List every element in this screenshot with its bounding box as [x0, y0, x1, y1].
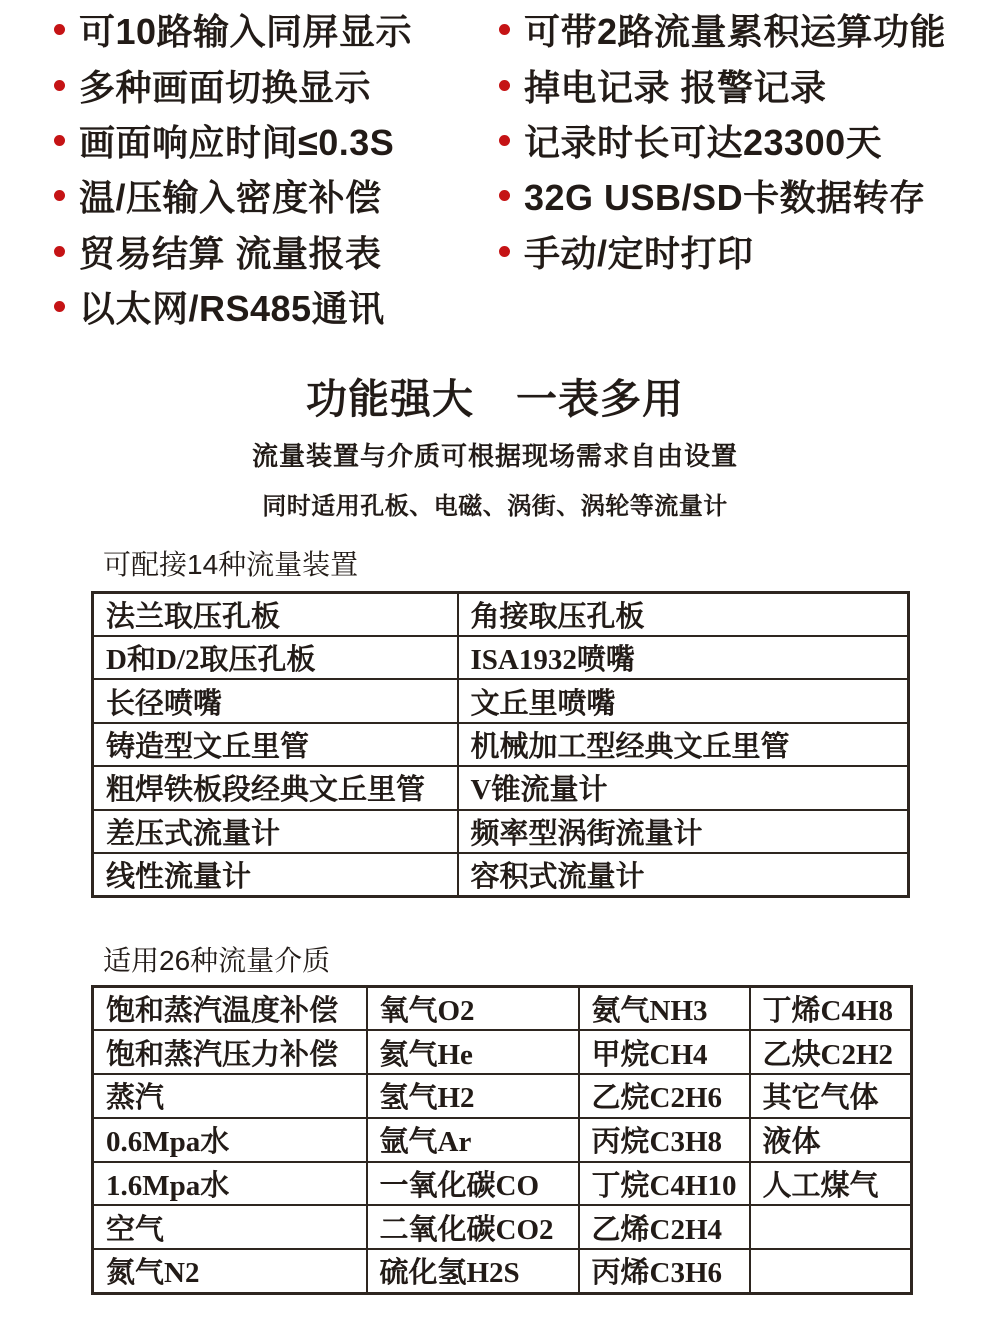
- list-item: [487, 2, 946, 57]
- intro-subtitle-1: 流量装置与介质可根据现场需求自由设置: [251, 441, 738, 471]
- media-cell: 饱和蒸汽温度补偿: [93, 987, 367, 1031]
- bullet-dot-icon: [54, 24, 65, 35]
- feature-text: 记录时长可达23300天: [524, 121, 883, 163]
- table-row: [93, 1249, 912, 1293]
- media-cell: [750, 1249, 912, 1293]
- table-row: [93, 636, 909, 679]
- bullet-dot-icon: [499, 135, 510, 146]
- bullet-dot-icon: [499, 190, 510, 201]
- devices-table: [91, 591, 910, 898]
- bullet-dot-icon: [54, 190, 65, 201]
- table-row: [93, 1030, 912, 1074]
- device-cell: 法兰取压孔板: [93, 593, 458, 637]
- device-cell: 长径喷嘴: [93, 679, 458, 722]
- device-cell: 文丘里喷嘴: [458, 679, 909, 722]
- media-cell: 丁烷C4H10: [579, 1162, 750, 1206]
- media-cell: 1.6Mpa水: [93, 1162, 367, 1206]
- media-cell: 人工煤气: [750, 1162, 912, 1206]
- bullet-dot-icon: [499, 24, 510, 35]
- list-item: [42, 2, 412, 57]
- media-cell: 乙烯C2H4: [579, 1205, 750, 1249]
- device-cell: 差压式流量计: [93, 810, 458, 853]
- device-cell: 频率型涡街流量计: [458, 810, 909, 853]
- list-item: [487, 113, 946, 168]
- table-row: [93, 1118, 912, 1162]
- media-cell: 饱和蒸汽压力补偿: [93, 1030, 367, 1074]
- media-cell: 氩气Ar: [367, 1118, 579, 1162]
- device-cell: 机械加工型经典文丘里管: [458, 723, 909, 766]
- table-row: [93, 810, 909, 853]
- media-cell: 氦气He: [367, 1030, 579, 1074]
- feature-text: 多种画面切换显示: [79, 66, 372, 108]
- devices-table-title: 可配接14种流量装置: [103, 549, 359, 580]
- list-item: [487, 168, 946, 223]
- feature-text: 手动/定时打印: [524, 232, 754, 274]
- feature-text: 可10路输入同屏显示: [79, 11, 413, 53]
- device-cell: 铸造型文丘里管: [93, 723, 458, 766]
- bullet-dot-icon: [499, 80, 510, 91]
- device-cell: ISA1932喷嘴: [458, 636, 909, 679]
- table-row: [93, 679, 909, 722]
- media-cell: 硫化氢H2S: [367, 1249, 579, 1293]
- table-row: [93, 1205, 912, 1249]
- intro-section: [0, 366, 990, 521]
- media-cell: 空气: [93, 1205, 367, 1249]
- list-item: [42, 113, 412, 168]
- media-cell: 丙烷C3H8: [579, 1118, 750, 1162]
- list-item: [42, 224, 412, 279]
- bullet-dot-icon: [54, 301, 65, 312]
- feature-text: 温/压输入密度补偿: [79, 177, 382, 219]
- feature-list-right: [487, 2, 946, 279]
- device-cell: 粗焊铁板段经典文丘里管: [93, 766, 458, 809]
- list-item: [42, 57, 412, 112]
- list-item: [487, 224, 946, 279]
- device-cell: V锥流量计: [458, 766, 909, 809]
- bullet-dot-icon: [54, 135, 65, 146]
- media-cell: 甲烷CH4: [579, 1030, 750, 1074]
- media-cell: 0.6Mpa水: [93, 1118, 367, 1162]
- media-cell: 氢气H2: [367, 1074, 579, 1118]
- feature-text: 贸易结算 流量报表: [79, 232, 382, 274]
- media-table: [91, 985, 913, 1295]
- media-table-title: 适用26种流量介质: [103, 945, 331, 976]
- media-cell: 丙烯C3H6: [579, 1249, 750, 1293]
- bullet-dot-icon: [54, 246, 65, 257]
- media-cell: 氮气N2: [93, 1249, 367, 1293]
- list-item: [487, 57, 946, 112]
- media-cell: 二氧化碳CO2: [367, 1205, 579, 1249]
- table-row: [93, 766, 909, 809]
- feature-text: 掉电记录 报警记录: [524, 66, 827, 108]
- feature-text: 可带2路流量累积运算功能: [524, 11, 947, 53]
- media-cell: 氧气O2: [367, 987, 579, 1031]
- media-cell: 其它气体: [750, 1074, 912, 1118]
- table-row: [93, 1074, 912, 1118]
- page-title: 功能强大 一表多用: [306, 376, 684, 422]
- table-row: [93, 593, 909, 637]
- feature-text: 画面响应时间≤0.3S: [79, 121, 395, 163]
- media-cell: 丁烯C4H8: [750, 987, 912, 1031]
- table-row: [93, 987, 912, 1031]
- media-cell: [750, 1205, 912, 1249]
- media-cell: 蒸汽: [93, 1074, 367, 1118]
- table-row: [93, 723, 909, 766]
- feature-text: 32G USB/SD卡数据转存: [524, 177, 926, 219]
- bullet-dot-icon: [54, 80, 65, 91]
- media-cell: 氨气NH3: [579, 987, 750, 1031]
- device-cell: 线性流量计: [93, 853, 458, 897]
- media-cell: 乙烷C2H6: [579, 1074, 750, 1118]
- media-cell: 液体: [750, 1118, 912, 1162]
- table-row: [93, 1162, 912, 1206]
- device-cell: 容积式流量计: [458, 853, 909, 897]
- list-item: [42, 279, 412, 334]
- bullet-dot-icon: [499, 246, 510, 257]
- intro-subtitle-2: 同时适用孔板、电磁、涡街、涡轮等流量计: [262, 493, 728, 520]
- feature-text: 以太网/RS485通讯: [79, 288, 385, 330]
- device-cell: 角接取压孔板: [458, 593, 909, 637]
- table-row: [93, 853, 909, 897]
- feature-list-left: [42, 2, 412, 334]
- media-cell: 乙炔C2H2: [750, 1030, 912, 1074]
- device-cell: D和D/2取压孔板: [93, 636, 458, 679]
- media-cell: 一氧化碳CO: [367, 1162, 579, 1206]
- list-item: [42, 168, 412, 223]
